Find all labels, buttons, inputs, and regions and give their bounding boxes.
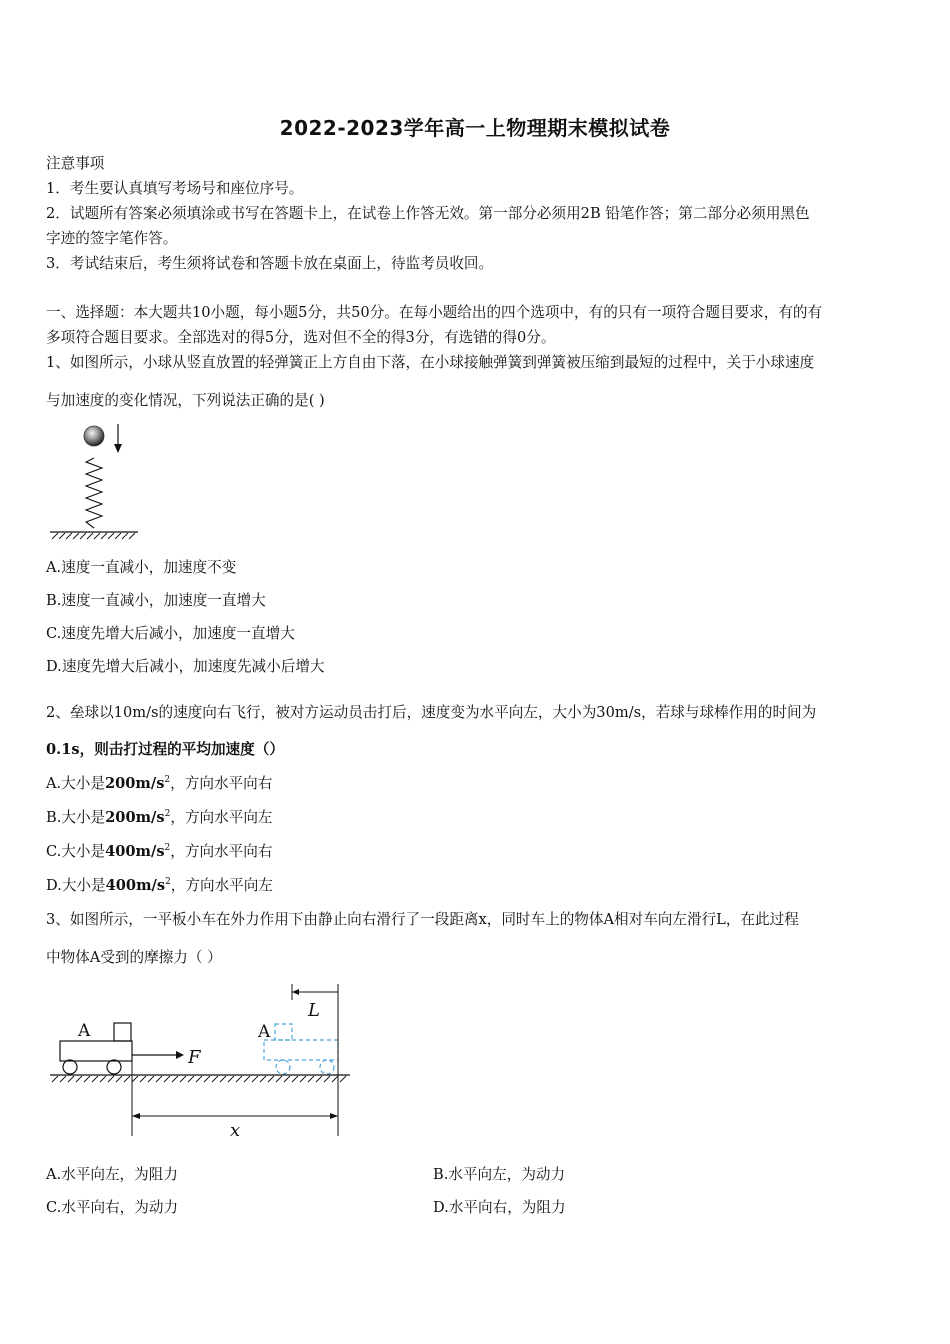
q1-stem-line-1: 1、如图所示，小球从竖直放置的轻弹簧正上方自由下落，在小球接触弹簧到弹簧被压缩到最短的过程中，关于小球速度 (46, 354, 815, 371)
label-A-end: A (258, 1022, 271, 1042)
cart-start (60, 1041, 132, 1061)
q3-option-c: C.水平向右，为动力 (46, 1199, 179, 1216)
notice-item-2: 2．试题所有答案必须填涂或书写在答题卡上，在试卷上作答无效。第一部分必须用2B 铅笔作答；第二部分必须用黑色 (46, 205, 810, 222)
q3-option-b: B.水平向左，为动力 (433, 1166, 566, 1183)
q3-cart-figure (46, 980, 366, 1140)
label-F: F (188, 1047, 201, 1068)
q1-spring-figure (46, 420, 146, 545)
ground-hatching (52, 533, 135, 539)
q2-option-a: A.大小是$200m/s^2$，方向水平向右 (46, 775, 273, 792)
block-A-start (114, 1023, 131, 1041)
notice-heading: 注意事项 (46, 155, 105, 172)
cart-end (264, 1040, 338, 1060)
label-x: x (230, 1120, 241, 1141)
label-A-start: A (78, 1021, 91, 1041)
notice-item-2-cont: 字迹的签字笔作答。 (46, 230, 178, 247)
ball-icon (84, 426, 104, 446)
section-header-line-1: 一、选择题：本大题共10小题，每小题5分，共50分。在每小题给出的四个选项中，有的只有一项符合题目要求，有的有 (46, 304, 823, 321)
q1-option-d: D.速度先增大后减小，加速度先减小后增大 (46, 658, 325, 675)
q3-option-d: D.水平向右，为阻力 (433, 1199, 566, 1216)
q2-option-b: B.大小是$200m/s^2$，方向水平向左 (46, 809, 273, 826)
q2-stem-line-1: 2、垒球以10m/s的速度向右飞行，被对方运动员击打后，速度变为水平向左，大小为30m/s，若球与球棒作用的时间为 (46, 704, 817, 721)
q1-stem-line-2: 与加速度的变化情况，下列说法正确的是( ) (46, 392, 325, 409)
q1-option-c: C.速度先增大后减小，加速度一直增大 (46, 625, 295, 642)
exam-title: 2022-2023学年高一上物理期末模拟试卷 (279, 116, 671, 140)
q2-option-c: C.大小是$400m/s^2$，方向水平向右 (46, 843, 273, 860)
q1-option-a: A.速度一直减小，加速度不变 (46, 559, 237, 576)
block-A-end (275, 1024, 292, 1040)
notice-item-1: 1．考生要认真填写考场号和座位序号。 (46, 180, 304, 197)
label-L: L (308, 1000, 320, 1021)
q2-option-d: D.大小是$400m/s^2$，方向水平向左 (46, 877, 273, 894)
notice-item-3: 3．考试结束后，考生须将试卷和答题卡放在桌面上，待监考员收回。 (46, 255, 494, 272)
q2-stem-line-2: 0.1s，则击打过程的平均加速度（） (46, 741, 284, 758)
spring-icon (86, 458, 102, 528)
q3-stem-line-1: 3、如图所示，一平板小车在外力作用下由静止向右滑行了一段距离x，同时车上的物体A相对车向左滑行L，在此过程 (46, 911, 799, 928)
ground-hatching (52, 1076, 346, 1082)
section-header-line-2: 多项符合题目要求。全部选对的得5分，选对但不全的得3分，有选错的得0分。 (46, 329, 556, 346)
q3-option-a: A.水平向左，为阻力 (46, 1166, 178, 1183)
q3-stem-line-2: 中物体A受到的摩擦力（ ） (46, 949, 222, 966)
q1-option-b: B.速度一直减小，加速度一直增大 (46, 592, 266, 609)
